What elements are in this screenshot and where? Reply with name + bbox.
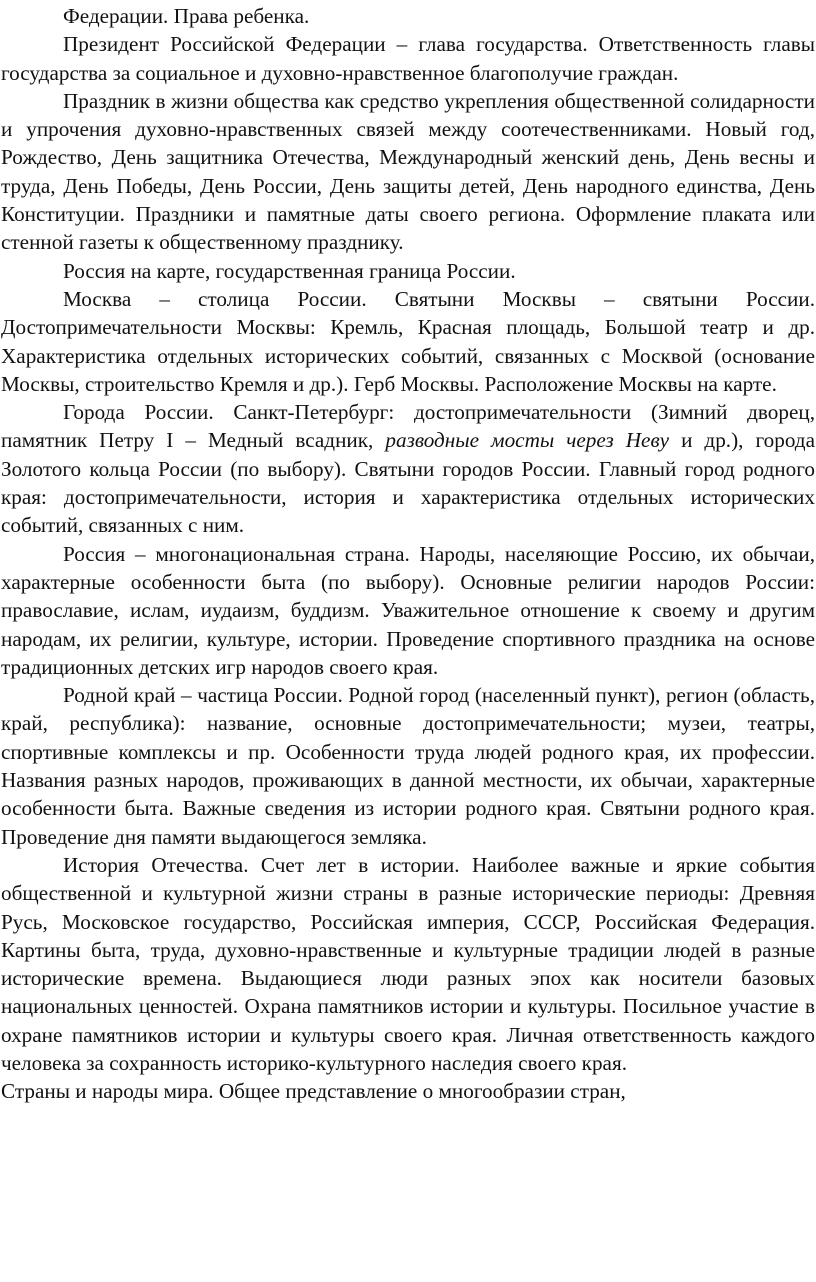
paragraph-cities-start: Города России. Санкт-Петербург: достопримечательности (Зимний дворец, памятник Петру I – Медный всадник, (1, 400, 815, 453)
italic-bridges-phrase: разводные мосты через Неву (385, 428, 670, 453)
paragraph-native-land: Родной край – частица России. Родной город (населенный пункт), регион (область, край, республика): название, основные достопримечательности; музеи, театры, спортивные комплексы и пр. Особенности труда людей родного края, их профессии. Названия разных народов, проживающих в данной местности, их обычаи, характерные особенности быта. Важные сведения из истории родного края. Святыни родного края. Проведение дня памяти выдающегося земляка. (1, 683, 815, 849)
paragraph-holidays: Праздник в жизни общества как средство укрепления общественной солидарности и упрочения духовно-нравственных связей между соотечественниками. Новый год, Рождество, День защитника Отечества, Международный женский день, День весны и труда, День Победы, День России, День защиты детей, День народного единства, День Конституции. Праздники и памятные даты своего региона. Оформление плаката или стенной газеты к общественному празднику. (1, 88, 815, 255)
paragraph-rights-of-child: Федерации. Права ребенка. (63, 4, 310, 28)
paragraph-history: История Отечества. Счет лет в истории. Наиболее важные и яркие события общественной и культурной жизни страны в разные исторические периоды: Древняя Русь, Московское государство, Российская империя, СССР, Российская Федерация. Картины быта, труда, духовно-нравственные и культурные традиции людей в разные исторические времена. Выдающиеся люди разных эпох как носители базовых национальных ценностей. Охрана памятников истории и культуры. Посильное участие в охране памятников истории и культуры своего края. Личная ответственность каждого человека за сохранность историко-культурного наследия своего края. (1, 852, 815, 1075)
paragraph-cities-end: и др.), города Золотого кольца России (по выбору). Святыни городов России. Главный город родного края: достопримечательности, история и характеристика отдельных исторических событий, связанных с ним. (1, 428, 815, 538)
paragraph-moscow: Москва – столица России. Святыни Москвы – святыни России. Достопримечательности Москвы: Кремль, Красная площадь, Большой театр и др. Характеристика отдельных исторических событий, связанных с Москвой (основание Москвы, строительство Кремля и др.). Герб Москвы. Расположение Москвы на карте. (1, 286, 815, 396)
paragraph-president: Президент Российской Федерации – глава государства. Ответственность главы государства за социальное и духовно-нравственное благополучие граждан. (1, 32, 815, 85)
paragraph-multinational: Россия – многонациональная страна. Народы, населяющие Россию, их обычаи, характерные особенности быта (по выбору). Основные религии народов России: православие, ислам, иудаизм, буддизм. Уважительное отношение к своему и другим народам, их религии, культуре, истории. Проведение спортивного праздника на основе традиционных детских игр народов своего края. (1, 541, 815, 679)
paragraph-countries: Страны и народы мира. Общее представление о многообразии стран, (1, 1079, 626, 1104)
paragraph-russia-map: Россия на карте, государственная граница России. (63, 258, 516, 283)
paragraph-cities (0, 398, 816, 539)
